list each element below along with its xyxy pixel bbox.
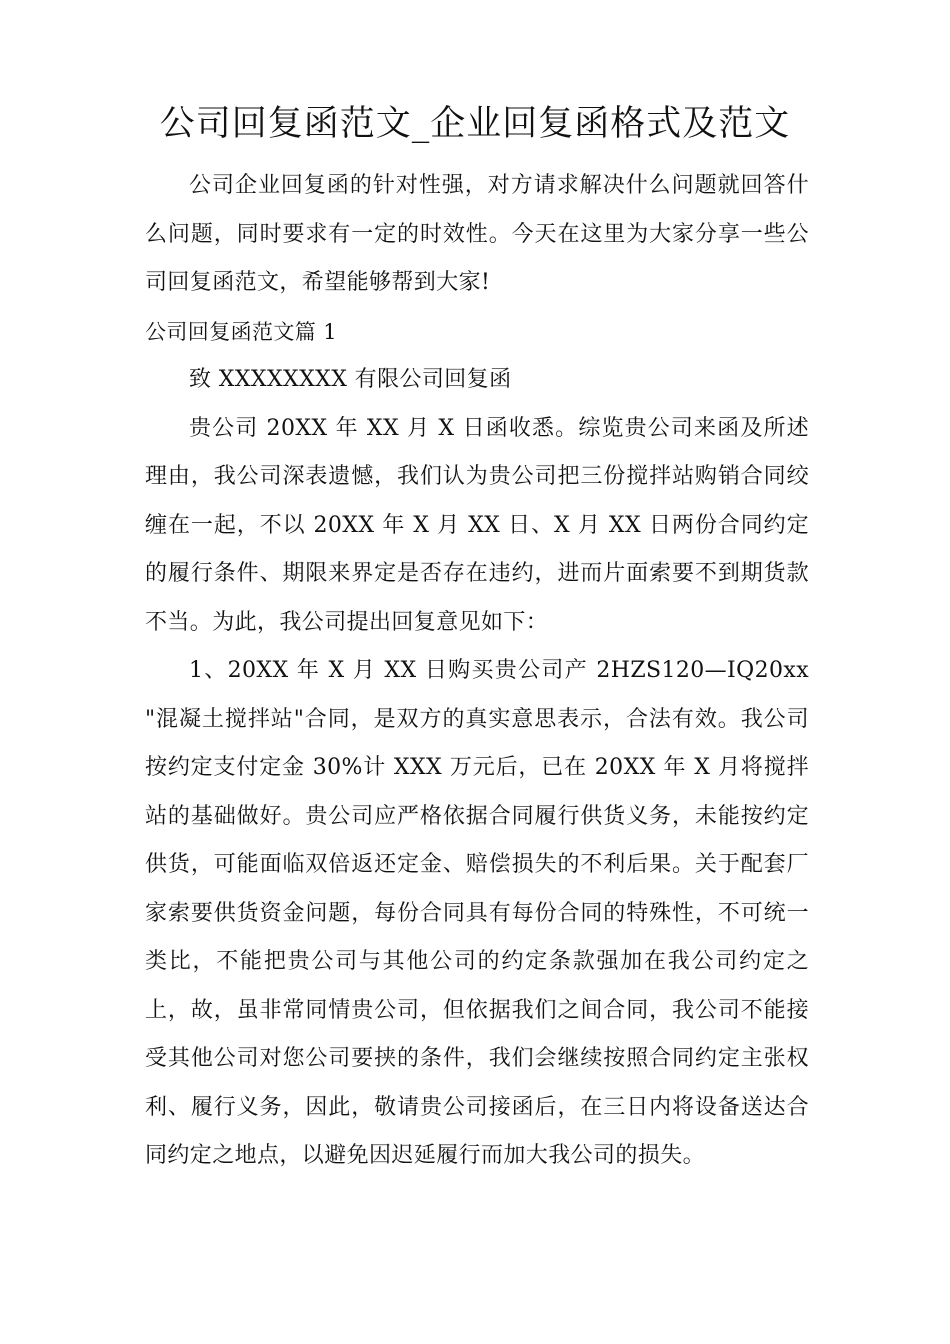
section-heading: 公司回复函范文篇 1 — [145, 319, 338, 344]
body-paragraph-1: 贵公司 20XX 年 XX 月 X 日函收悉。综览贵公司来函及所述理由，我公司深表遗憾，我们认为贵公司把三份搅拌站购销合同绞缠在一起，不以 20XX 年 X 月 XX 日、X 月 XX 日两份合同约定的履行条件、期限来界定是否存在违约，进而片面索要不到期货款不当。为此，我公司提出回复意见如下： — [145, 415, 809, 635]
salutation-line: 致 XXXXXXXX 有限公司回复函 — [189, 367, 512, 392]
body-paragraph-2: 1、20XX 年 X 月 XX 日购买贵公司产 2HZS120—IQ20xx "混凝土搅拌站"合同，是双方的真实意思表示，合法有效。我公司按约定支付定金 30%计 XXX 万元后，已在 20XX 年 X 月将搅拌站的基础做好。贵公司应严格依据合同履行供货义务，未能按约定供货，可能面临双倍返还定金、赔偿损失的不利后果。关于配套厂家索要供货资金问题，每份合同具有每份合同的特殊性，不可统一类比，不能把贵公司与其他公司的约定条款强加在我公司约定之上，故，虽非常同情贵公司，但依据我们之间合同，我公司不能接受其他公司对您公司要挟的条件，我们会继续按照合同约定主张权利、履行义务，因此，敬请贵公司接函后，在三日内将设备送达合同约定之地点，以避免因迟延履行而加大我公司的损失。 — [145, 658, 809, 1168]
document-title: 公司回复函范文_企业回复函格式及范文 — [159, 104, 791, 144]
document-body — [145, 162, 809, 1181]
intro-paragraph: 公司企业回复函的针对性强，对方请求解决什么问题就回答什么问题，同时要求有一定的时效性。今天在这里为大家分享一些公司回复函范文，希望能够帮到大家! — [145, 173, 809, 295]
